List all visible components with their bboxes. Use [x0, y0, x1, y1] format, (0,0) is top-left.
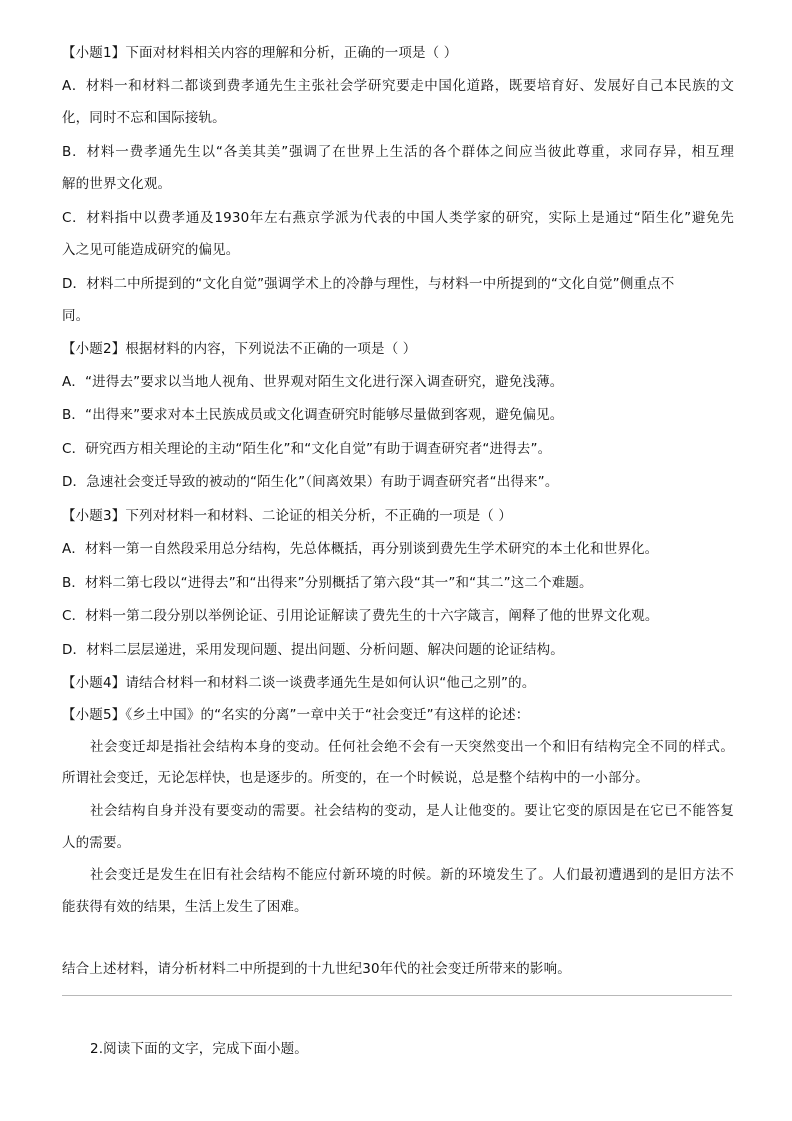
question-1-option-a-cont: 化，同时不忘和国际接轨。: [62, 110, 226, 126]
quote-paragraph-3-cont: 能获得有效的结果，生活上发生了困难。: [62, 899, 308, 915]
question-3-option-d: D．材料二层层递进，采用发现问题、提出问题、分析问题、解决问题的论证结构。: [62, 642, 564, 658]
question-4-stem: 【小题4】请结合材料一和材料二谈一谈费孝通先生是如何认识“他己之别”的。: [62, 675, 536, 691]
question-2-option-d: D．急速社会变迁导致的被动的“陌生化”（间离效果）有助于调查研究者“出得来”。: [62, 474, 559, 490]
question-3-option-b: B．材料二第七段以“进得去”和“出得来”分别概括了第六段“其一”和“其二”这二个难题。: [62, 575, 593, 591]
question-2-option-b: B．“出得来”要求对本土民族成员或文化调查研究时能够尽量做到客观，避免偏见。: [62, 407, 564, 423]
question-3-option-c: C．材料一第二段分别以举例论证、引用论证解读了费先生的十六字箴言，阐释了他的世界文化观。: [62, 608, 659, 624]
question-1-option-d: D．材料二中所提到的“文化自觉”强调学术上的冷静与理性，与材料一中所提到的“文化自觉”侧重点不: [62, 276, 675, 292]
section-divider: [62, 995, 732, 996]
quote-paragraph-2: 社会结构自身并没有要变动的需要。社会结构的变动，是人让他变的。要让它变的原因是在它已不能答复: [90, 803, 734, 819]
question-1-option-b: B．材料一费孝通先生以“各美其美”强调了在世界上生活的各个群体之间应当彼此尊重，求同存异，相互理: [62, 144, 734, 160]
quote-paragraph-1-cont: 所谓社会变迁，无论怎样快，也是逐步的。所变的，在一个时候说，总是整个结构中的一小部分。: [62, 770, 649, 786]
question-5-task: 结合上述材料，请分析材料二中所提到的十九世纪30年代的社会变迁所带来的影响。: [62, 961, 571, 977]
question-3-option-a: A．材料一第一自然段采用总分结构，先总体概括，再分别谈到费先生学术研究的本土化和世界化。: [62, 541, 659, 557]
question-2-option-c: C．研究西方相关理论的主动“陌生化”和“文化自觉”有助于调查研究者“进得去”。: [62, 441, 552, 457]
question-1-option-c: C．材料指中以费孝通及1930年左右燕京学派为代表的中国人类学家的研究，实际上是通过“陌生化”避免先: [62, 210, 734, 226]
question-1-option-a: A．材料一和材料二都谈到费孝通先生主张社会学研究要走中国化道路，既要培育好、发展好自己本民族的文: [62, 78, 734, 94]
quote-paragraph-3: 社会变迁是发生在旧有社会结构不能应付新环境的时候。新的环境发生了。人们最初遭遇到的是旧方法不: [90, 867, 734, 883]
question-1-option-b-cont: 解的世界文化观。: [62, 176, 172, 192]
question-2-option-a: A．“进得去”要求以当地人视角、世界观对陌生文化进行深入调查研究，避免浅薄。: [62, 374, 564, 390]
section-2-heading: 2.阅读下面的文字，完成下面小题。: [90, 1041, 308, 1057]
quote-paragraph-2-cont: 人的需要。: [62, 835, 131, 851]
question-5-stem: 【小题5】《乡土中国》的“名实的分离”一章中关于“社会变迁”有这样的论述：: [62, 707, 530, 723]
quote-paragraph-1: 社会变迁却是指社会结构本身的变动。任何社会绝不会有一天突然变出一个和旧有结构完全不同的样式。: [90, 739, 734, 755]
question-1-option-d-cont: 同。: [62, 308, 90, 324]
question-2-stem: 【小题2】根据材料的内容，下列说法不正确的一项是（ ）: [62, 341, 417, 357]
question-1-option-c-cont: 入之见可能造成研究的偏见。: [62, 242, 240, 258]
question-1-stem: 【小题1】下面对材料相关内容的理解和分析，正确的一项是（ ）: [62, 45, 458, 61]
question-3-stem: 【小题3】下列对材料一和材料、二论证的相关分析，不正确的一项是（ ）: [62, 508, 512, 524]
